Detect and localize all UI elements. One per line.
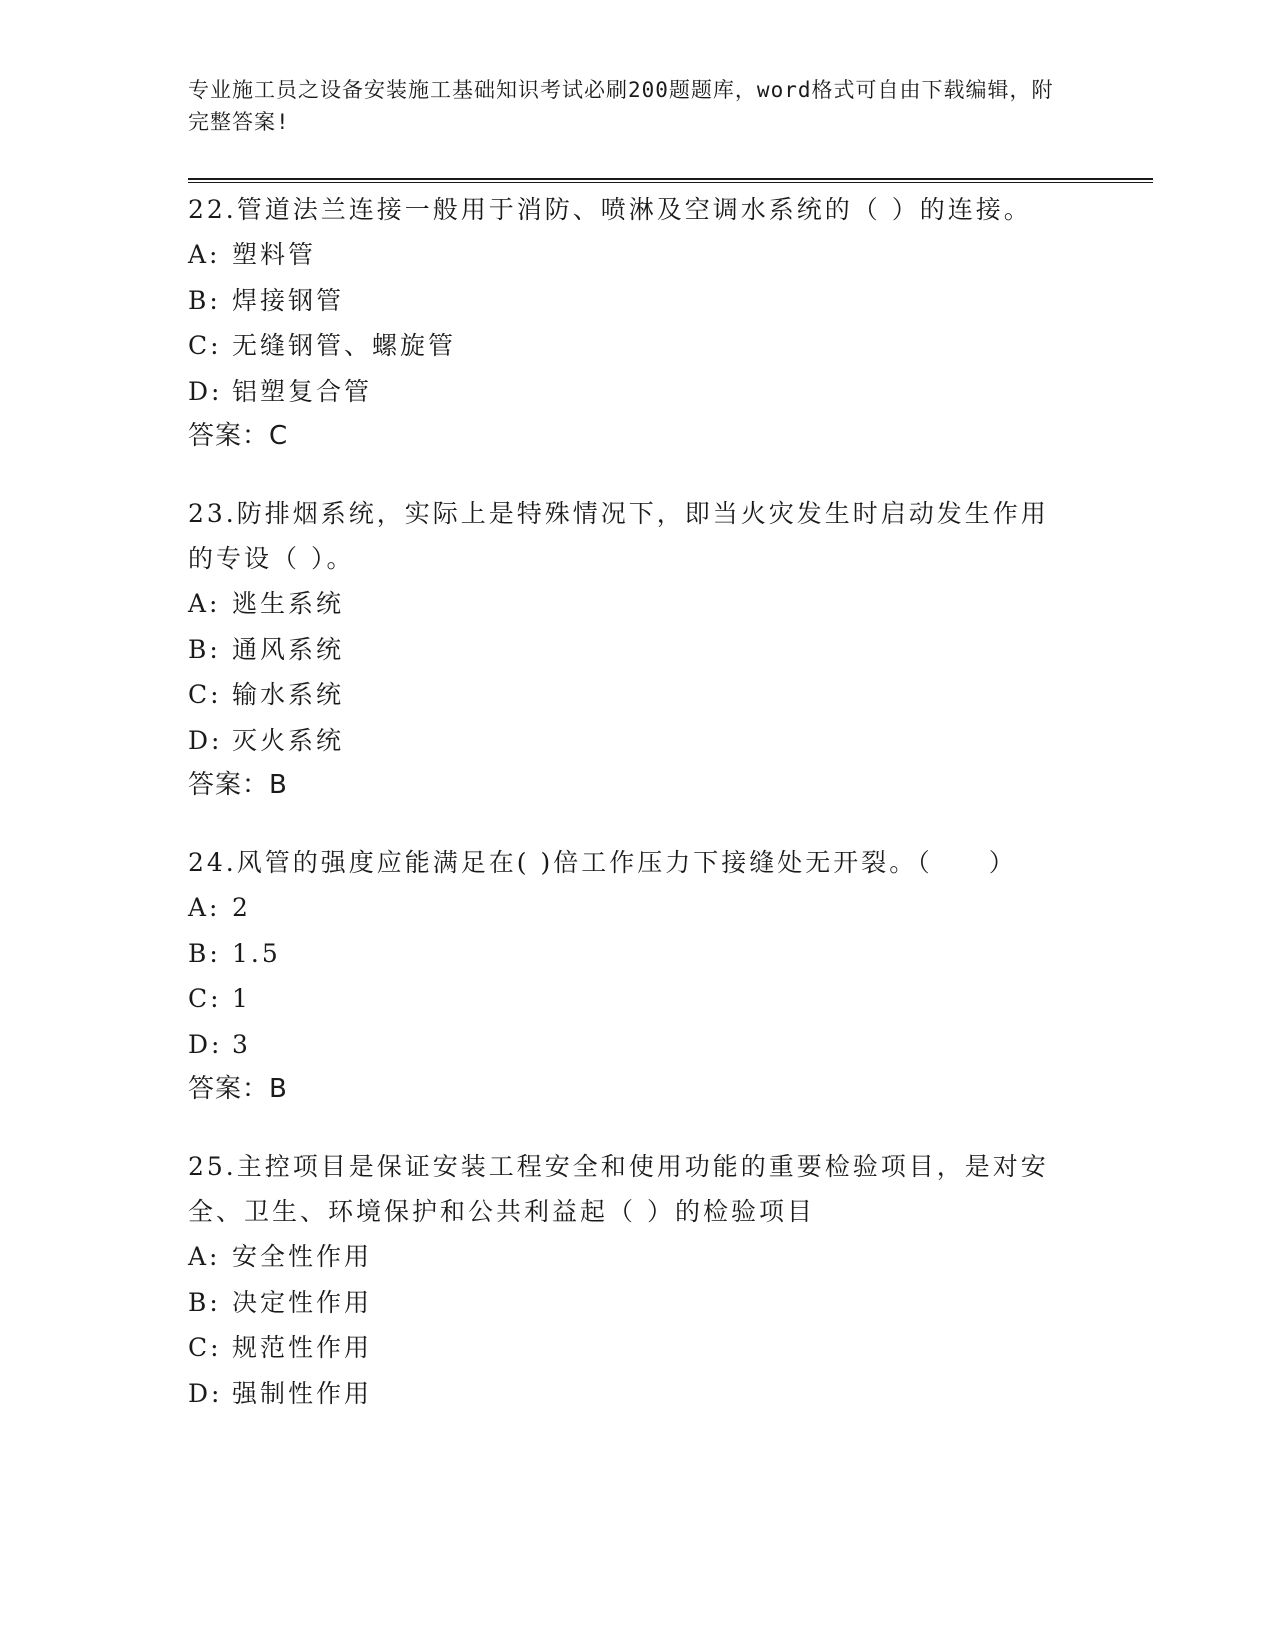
option-key: D:	[188, 725, 223, 755]
question-list	[188, 187, 1068, 1448]
option-key: A:	[188, 240, 221, 269]
option-c	[188, 672, 1068, 718]
option-c	[188, 1325, 1068, 1371]
answer-line: 答案：B	[188, 770, 288, 800]
question-24	[188, 840, 1068, 1112]
option-text: 1	[232, 984, 251, 1013]
option-b	[188, 931, 1068, 977]
option-key: A:	[188, 1242, 221, 1271]
option-text: 规范性作用	[232, 1333, 373, 1362]
option-key: C:	[188, 331, 222, 360]
option-key: A:	[188, 893, 221, 922]
option-key: D:	[188, 1029, 223, 1059]
question-text: 24.风管的强度应能满足在( )倍工作压力下接缝处无开裂。（ ）	[188, 848, 1017, 877]
option-a	[188, 885, 1068, 931]
option-text: 3	[232, 1029, 251, 1059]
option-key: A:	[188, 589, 221, 618]
option-d	[188, 369, 1068, 415]
option-key: D:	[188, 1378, 223, 1408]
option-text: 焊接钢管	[232, 285, 345, 315]
option-text: 输水系统	[232, 680, 345, 709]
document-header-title: 专业施工员之设备安装施工基础知识考试必刷200题题库，word格式可自由下载编辑，附完整答案!	[188, 78, 1054, 134]
option-key: B:	[188, 634, 221, 664]
option-a	[188, 232, 1068, 278]
option-d	[188, 718, 1068, 764]
option-key: C:	[188, 984, 222, 1013]
option-key: B:	[188, 938, 221, 968]
answer-line: 答案：C	[188, 421, 289, 451]
option-key: B:	[188, 285, 221, 315]
option-a	[188, 1234, 1068, 1280]
option-a	[188, 581, 1068, 627]
option-key: C:	[188, 680, 222, 709]
option-d	[188, 1371, 1068, 1417]
option-text: 2	[232, 893, 251, 922]
option-text: 塑料管	[232, 240, 317, 269]
question-text: 25.主控项目是保证安装工程安全和使用功能的重要检验项目，是对安全、卫生、环境保护和公共利益起（ ）的检验项目	[188, 1152, 1049, 1226]
option-text: 强制性作用	[232, 1378, 373, 1408]
question-text: 22.管道法兰连接一般用于消防、喷淋及空调水系统的（ ）的连接。	[188, 195, 1032, 224]
option-b	[188, 1280, 1068, 1326]
option-c	[188, 323, 1068, 369]
option-key: C:	[188, 1333, 222, 1362]
option-key: D:	[188, 376, 223, 406]
question-25	[188, 1144, 1068, 1416]
question-23	[188, 491, 1068, 808]
option-d	[188, 1022, 1068, 1068]
option-text: 1.5	[232, 938, 281, 968]
question-22	[188, 187, 1068, 459]
option-text: 逃生系统	[232, 589, 345, 618]
header-divider	[188, 178, 1153, 183]
option-c	[188, 976, 1068, 1022]
option-text: 通风系统	[232, 634, 345, 664]
option-text: 灭火系统	[232, 725, 345, 755]
option-text: 无缝钢管、螺旋管	[232, 331, 457, 360]
option-text: 决定性作用	[232, 1287, 373, 1317]
option-text: 安全性作用	[232, 1242, 373, 1271]
question-text: 23.防排烟系统，实际上是特殊情况下，即当火灾发生时启动发生作用的专设（ ）。	[188, 499, 1049, 573]
option-b	[188, 627, 1068, 673]
option-text: 铝塑复合管	[232, 376, 373, 406]
answer-line: 答案：B	[188, 1074, 288, 1104]
option-b	[188, 278, 1068, 324]
option-key: B:	[188, 1287, 221, 1317]
